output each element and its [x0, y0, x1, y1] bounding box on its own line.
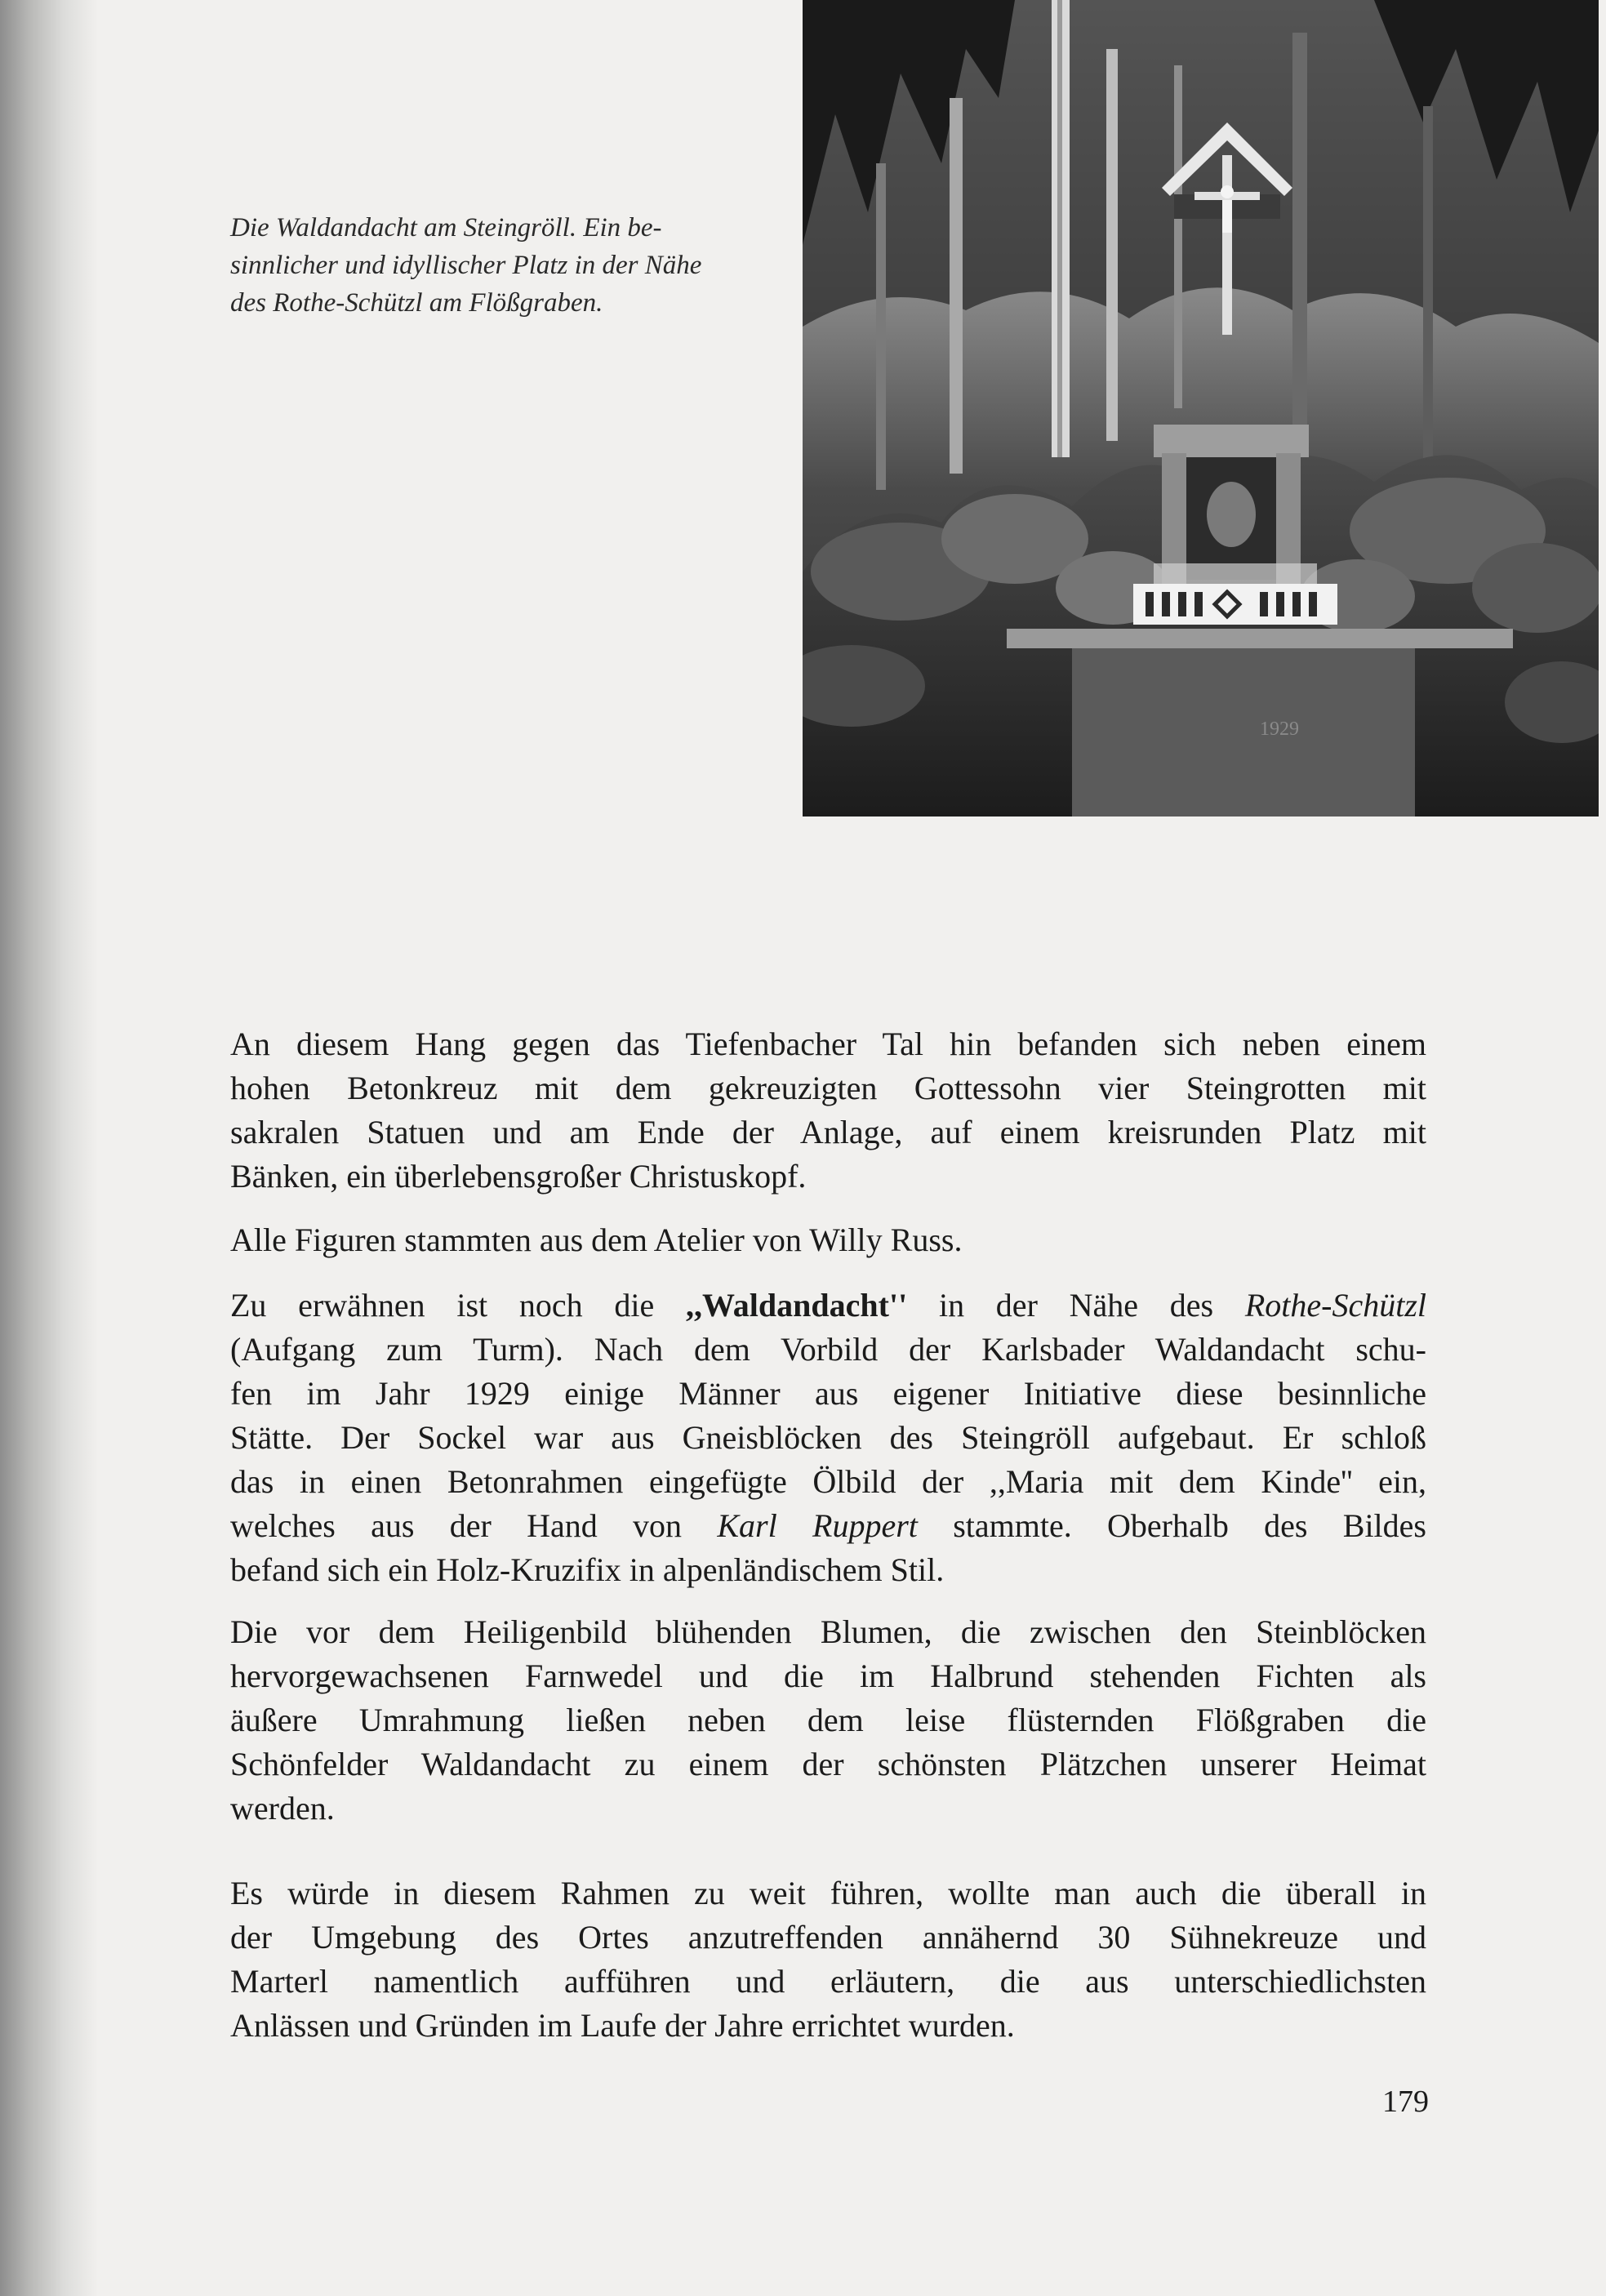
p3-l1-text-a: Zu erwähnen ist noch die	[230, 1287, 687, 1324]
p3-l6-text-a: welches aus der Hand von	[230, 1507, 718, 1544]
p3-line-3: fen im Jahr 1929 einige Männer aus eigener Initiative diese besinnliche	[230, 1375, 1426, 1412]
p1-line-2: hohen Betonkreuz mit dem gekreuzigten Gottessohn vier Steingrotten mit	[230, 1070, 1426, 1106]
carved-year: 1929	[1260, 719, 1299, 740]
p1-line-1: An diesem Hang gegen das Tiefenbacher Tal hin befanden sich neben einem	[230, 1026, 1426, 1062]
caption-line-1: Die Waldandacht am Steingröll. Ein be-	[230, 213, 662, 243]
paragraph-3	[230, 1284, 1426, 1592]
p3-line-6	[230, 1504, 1426, 1548]
paragraph-1	[230, 1022, 1426, 1199]
page-number: 179	[1382, 2085, 1429, 2119]
p1-line-3: sakralen Statuen und am Ende der Anlage, auf einem kreisrunden Platz mit	[230, 1114, 1426, 1150]
p4-line-1: Die vor dem Heiligenbild blühenden Blumen, die zwischen den Steinblöcken	[230, 1613, 1426, 1650]
p3-l1-bold-term: ,,Waldandacht''	[686, 1287, 908, 1324]
p5-line-1: Es würde in diesem Rahmen zu weit führen, wollte man auch die überall in	[230, 1875, 1426, 1911]
photo-caption	[230, 209, 769, 322]
p5-line-2: der Umgebung des Ortes anzutreffenden annähernd 30 Sühnekreuze und	[230, 1919, 1426, 1956]
p4-line-3: äußere Umrahmung ließen neben dem leise flüsternden Flößgraben die	[230, 1702, 1426, 1738]
p1-line-4: Bänken, ein überlebensgroßer Christuskopf.	[230, 1158, 807, 1195]
caption-line-3: des Rothe-Schützl am Flößgraben.	[230, 288, 603, 318]
forest-shrine-photo	[803, 0, 1599, 817]
paragraph-2	[230, 1218, 1426, 1262]
p4-line-2: hervorgewachsenen Farnwedel und die im Halbrund stehenden Fichten als	[230, 1657, 1426, 1694]
p3-l1-text-b: in der Nähe des	[907, 1287, 1245, 1324]
p3-line-2: (Aufgang zum Turm). Nach dem Vorbild der Karlsbader Waldandacht schu-	[230, 1331, 1426, 1368]
p3-line-4: Stätte. Der Sockel war aus Gneisblöcken des Steingröll aufgebaut. Er schloß	[230, 1419, 1426, 1456]
forest-shrine-illustration	[803, 0, 1599, 817]
p3-l6-italic-name: Karl Ruppert	[717, 1507, 918, 1544]
p3-line-7: befand sich ein Holz-Kruzifix in alpenländischem Stil.	[230, 1551, 945, 1588]
binding-shadow	[0, 0, 98, 2296]
p5-line-3: Marterl namentlich aufführen und erläutern, die aus unterschiedlichsten	[230, 1963, 1426, 2000]
paragraph-5	[230, 1871, 1426, 2048]
p4-line-5: werden.	[230, 1790, 335, 1827]
paragraph-4	[230, 1610, 1426, 1831]
p3-l1-italic-place: Rothe-Schützl	[1244, 1287, 1426, 1324]
p3-l6-text-b: stammte. Oberhalb des Bildes	[917, 1507, 1426, 1544]
p5-line-4: Anlässen und Gründen im Laufe der Jahre errichtet wurden.	[230, 2007, 1015, 2044]
p4-line-4: Schönfelder Waldandacht zu einem der schönsten Plätzchen unserer Heimat	[230, 1746, 1426, 1782]
p3-line-5: das in einen Betonrahmen eingefügte Ölbild der ,,Maria mit dem Kinde'' ein,	[230, 1463, 1426, 1500]
caption-line-2: sinnlicher und idyllischer Platz in der Nähe	[230, 251, 702, 280]
p2-line-1: Alle Figuren stammten aus dem Atelier von Willy Russ.	[230, 1221, 963, 1258]
p3-line-1	[230, 1284, 1426, 1328]
